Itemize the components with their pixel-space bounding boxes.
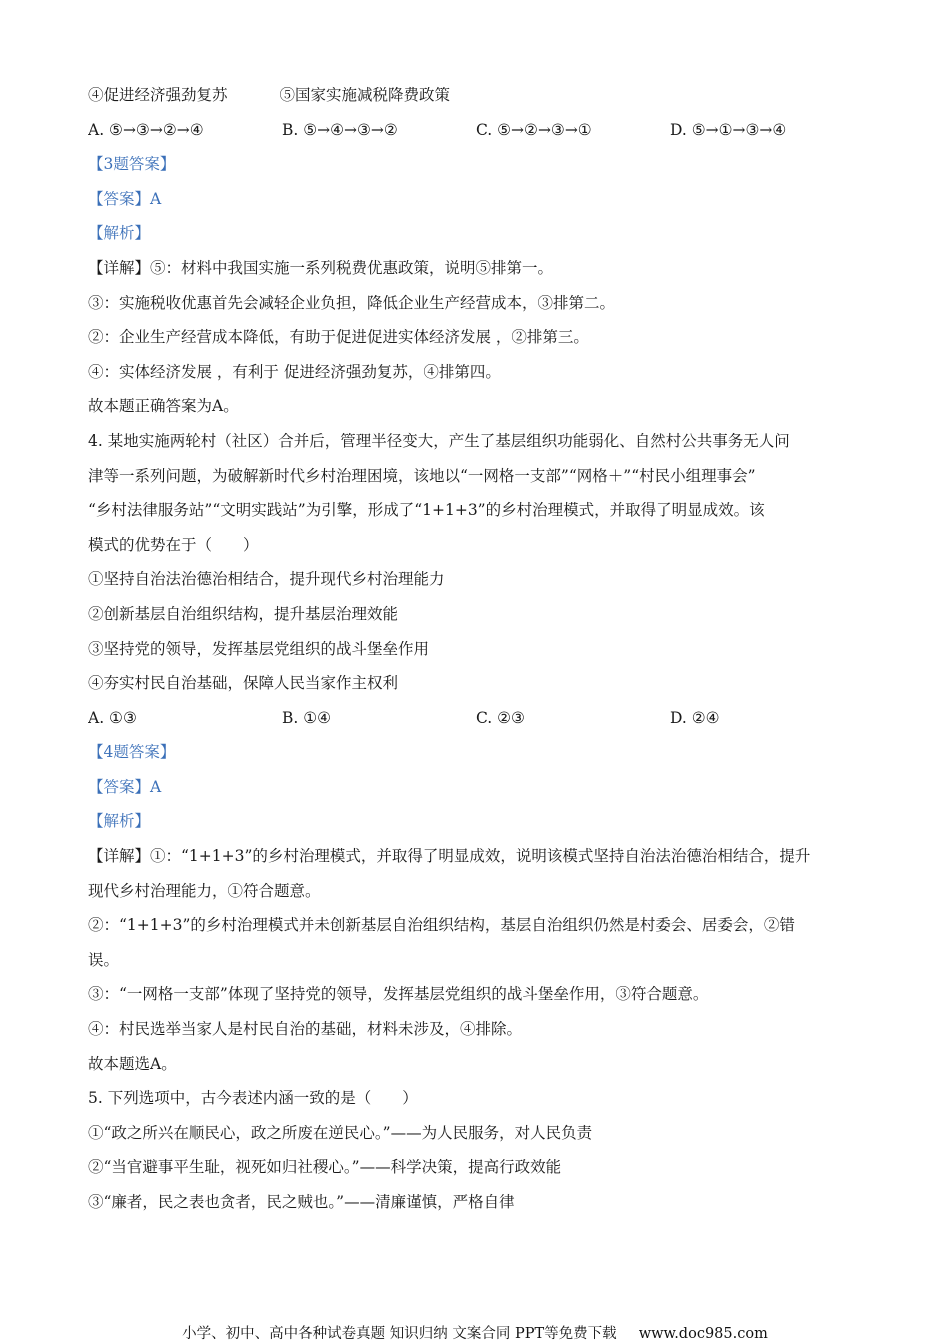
q4-option-a: A. ①③: [88, 708, 137, 727]
q4-item-1: ①坚持自治法治德治相结合，提升现代乡村治理能力: [88, 570, 445, 589]
q4-detail-3: ③：“一网格一支部”体现了坚持党的领导，发挥基层党组织的战斗堡垒作用，③符合题意。: [88, 985, 709, 1004]
q4-conclusion: 故本题选A。: [88, 1054, 177, 1073]
q3-detail-2: ③：实施税收优惠首先会减轻企业负担，降低企业生产经营成本，③排第二。: [88, 293, 616, 312]
q2-option-d: D. ⑤→①→③→④: [670, 120, 787, 139]
q4-options: [88, 701, 878, 736]
q2-option-b: B. ⑤→④→③→②: [282, 120, 398, 139]
q5-stem: 5. 下列选项中，古今表述内涵一致的是（ ）: [88, 1089, 418, 1108]
q5-item-2: ②“当官避事平生耻，视死如归社稷心。”——科学决策，提高行政效能: [88, 1158, 562, 1177]
q5-item-1: ①“政之所兴在顺民心，政之所废在逆民心。”——为人民服务，对人民负责: [88, 1123, 593, 1142]
document-page: [88, 78, 878, 1220]
q2-option-a: A. ⑤→③→②→④: [88, 120, 204, 139]
q4-detail-4: ④：村民选举当家人是村民自治的基础，材料未涉及，④排除。: [88, 1020, 523, 1039]
q2-items-line: [88, 78, 878, 113]
q3-answer-header: 【3题答案】: [88, 155, 176, 174]
q4-option-b: B. ①④: [282, 708, 332, 727]
q2-option-c: C. ⑤→②→③→①: [476, 120, 592, 139]
q4-analysis-header: 【解析】: [88, 812, 151, 831]
q4-stem-line-2: 津等一系列问题，为破解新时代乡村治理困境，该地以“一网格一支部”“网格＋”“村民小组理事会”: [88, 466, 756, 485]
q4-stem-line-3: “乡村法律服务站”“文明实践站”为引擎，形成了“1+1+3”的乡村治理模式，并取得了明显成效。该: [88, 501, 765, 520]
q3-conclusion: 故本题正确答案为A。: [88, 397, 239, 416]
q2-item-4: ④促进经济强劲复苏: [88, 86, 228, 104]
q4-option-c: C. ②③: [476, 708, 525, 727]
q2-options: [88, 113, 878, 148]
q4-answer: [88, 770, 878, 805]
q4-detail-1a: 【详解】①：“1+1+3”的乡村治理模式，并取得了明显成效，说明该模式坚持自治法治德治相结合，提升: [88, 847, 811, 866]
q4-detail-2b: 误。: [88, 950, 120, 969]
q4-detail-1b: 现代乡村治理能力，①符合题意。: [88, 881, 321, 900]
q4-item-4: ④夯实村民自治基础，保障人民当家作主权利: [88, 674, 399, 693]
q4-option-d: D. ②④: [670, 708, 720, 727]
q3-detail-3: ②：企业生产经营成本降低，有助于促进促进实体经济发展 ，②排第三。: [88, 328, 589, 347]
q3-analysis-header: 【解析】: [88, 224, 151, 243]
footer-url[interactable]: www.doc985.com: [638, 1326, 768, 1342]
q2-item-5: ⑤国家实施减税降费政策: [279, 86, 451, 104]
q3-detail-1: 【详解】⑤：材料中我国实施一系列税费优惠政策，说明⑤排第一。: [88, 258, 554, 277]
q4-detail-2a: ②：“1+1+3”的乡村治理模式并未创新基层自治组织结构，基层自治组织仍然是村委会、居委会，②错: [88, 916, 795, 935]
q4-stem-line-1: 4. 某地实施两轮村（社区）合并后，管理半径变大，产生了基层组织功能弱化、自然村公共事务无人问: [88, 431, 790, 450]
q4-item-2: ②创新基层自治组织结构，提升基层治理效能: [88, 604, 399, 623]
q4-answer-header: 【4题答案】: [88, 743, 176, 762]
q4-answer-text: 【答案】A: [88, 777, 162, 796]
q3-answer-text: 【答案】A: [88, 189, 162, 208]
page-footer: [0, 1322, 950, 1343]
q4-item-3: ③坚持党的领导，发挥基层党组织的战斗堡垒作用: [88, 639, 430, 658]
q4-stem-line-4: 模式的优势在于（ ）: [88, 535, 259, 554]
footer-text: 小学、初中、高中各种试卷真题 知识归纳 文案合同 PPT等免费下载: [182, 1326, 617, 1342]
q3-detail-4: ④：实体经济发展 ，有利于 促进经济强劲复苏，④排第四。: [88, 362, 501, 381]
q3-answer: [88, 182, 878, 217]
q5-item-3: ③“廉者，民之表也贪者，民之贼也。”——清廉谨慎，严格自律: [88, 1193, 515, 1211]
